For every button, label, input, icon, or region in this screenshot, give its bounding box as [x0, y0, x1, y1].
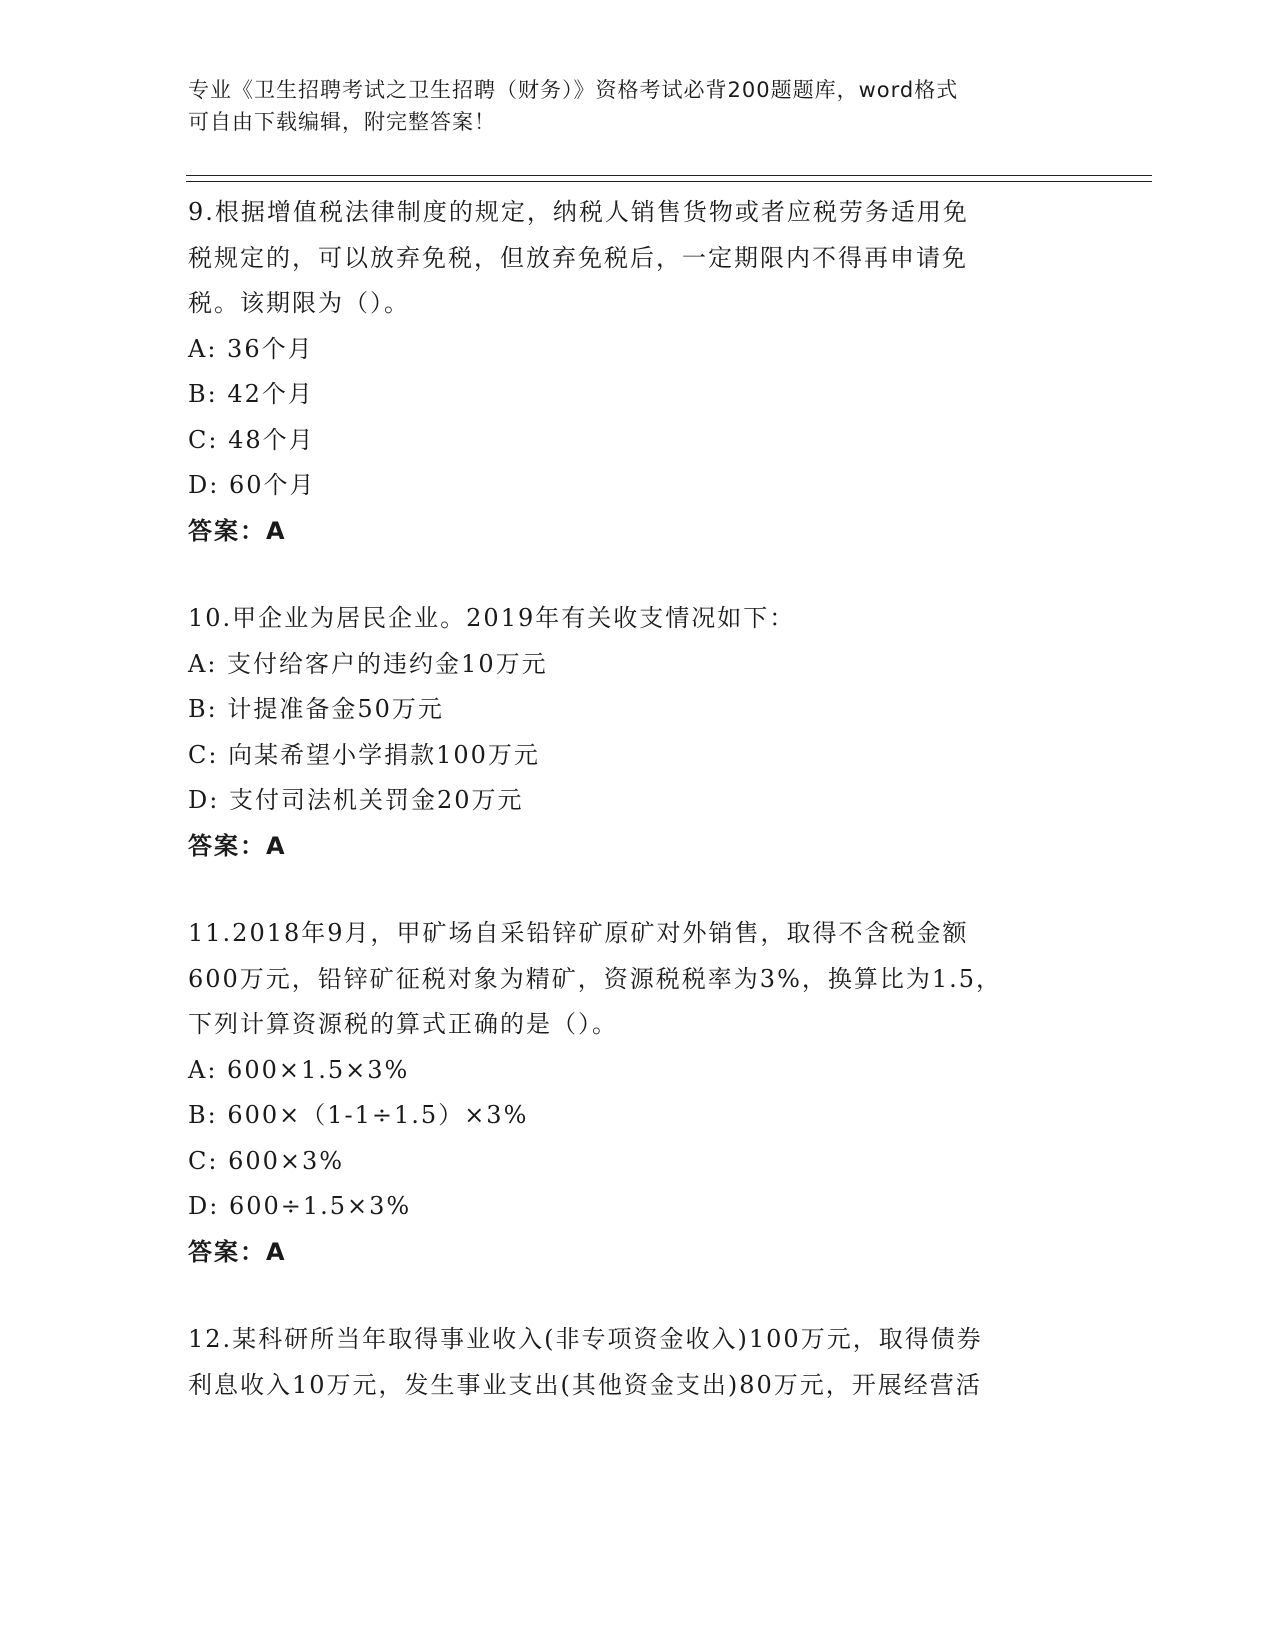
question-text: 11.2018年9月，甲矿场自采铅锌矿原矿对外销售，取得不含税金额: [188, 919, 969, 947]
question-9: [188, 190, 1088, 554]
option-d: D: 60个月: [188, 471, 316, 499]
option-b: B: 600×（1-1÷1.5）×3%: [188, 1101, 529, 1129]
question-12: [188, 1317, 1088, 1408]
question-11: [188, 911, 1088, 1275]
option-c: C: 48个月: [188, 425, 315, 454]
option-c: C: 向某希望小学捐款100万元: [188, 740, 540, 769]
question-text: 12.某科研所当年取得事业收入(非专项资金收入)100万元，取得债券: [188, 1325, 983, 1353]
question-text: 10.甲企业为居民企业。2019年有关收支情况如下：: [188, 604, 796, 632]
question-list: [188, 190, 1088, 1408]
option-d: D: 600÷1.5×3%: [188, 1192, 412, 1220]
option-b: B: 计提准备金50万元: [188, 695, 444, 723]
spacer: [188, 1275, 1088, 1317]
header-line-1: 专业《卫生招聘考试之卫生招聘（财务）》资格考试必背200题题库，word格式: [188, 78, 959, 102]
spacer: [188, 869, 1088, 911]
question-text: 600万元，铅锌矿征税对象为精矿，资源税税率为3%，换算比为1.5，: [188, 964, 1003, 993]
option-a: A: 支付给客户的违约金10万元: [188, 649, 548, 678]
option-a: A: 36个月: [188, 334, 314, 363]
question-text: 利息收入10万元，发生事业支出(其他资金支出)80万元，开展经营活: [188, 1370, 982, 1399]
question-text: 下列计算资源税的算式正确的是（）。: [188, 1010, 618, 1038]
option-a: A: 600×1.5×3%: [188, 1055, 410, 1084]
answer: 答案：A: [188, 516, 287, 545]
header-divider-bottom: [186, 181, 1152, 182]
question-text: 9.根据增值税法律制度的规定，纳税人销售货物或者应税劳务适用免: [188, 198, 969, 226]
option-c: C: 600×3%: [188, 1146, 345, 1175]
option-b: B: 42个月: [188, 380, 314, 408]
answer: 答案：A: [188, 831, 287, 860]
question-10: [188, 596, 1088, 869]
header-line-2: 可自由下载编辑，附完整答案！: [188, 110, 496, 134]
question-text: 税。该期限为（）。: [188, 289, 410, 317]
spacer: [188, 554, 1088, 596]
option-d: D: 支付司法机关罚金20万元: [188, 786, 524, 814]
header-divider-top: [186, 175, 1152, 176]
page-header: [188, 74, 1088, 138]
question-text: 税规定的，可以放弃免税，但放弃免税后，一定期限内不得再申请免: [188, 243, 968, 272]
answer: 答案：A: [188, 1237, 287, 1266]
